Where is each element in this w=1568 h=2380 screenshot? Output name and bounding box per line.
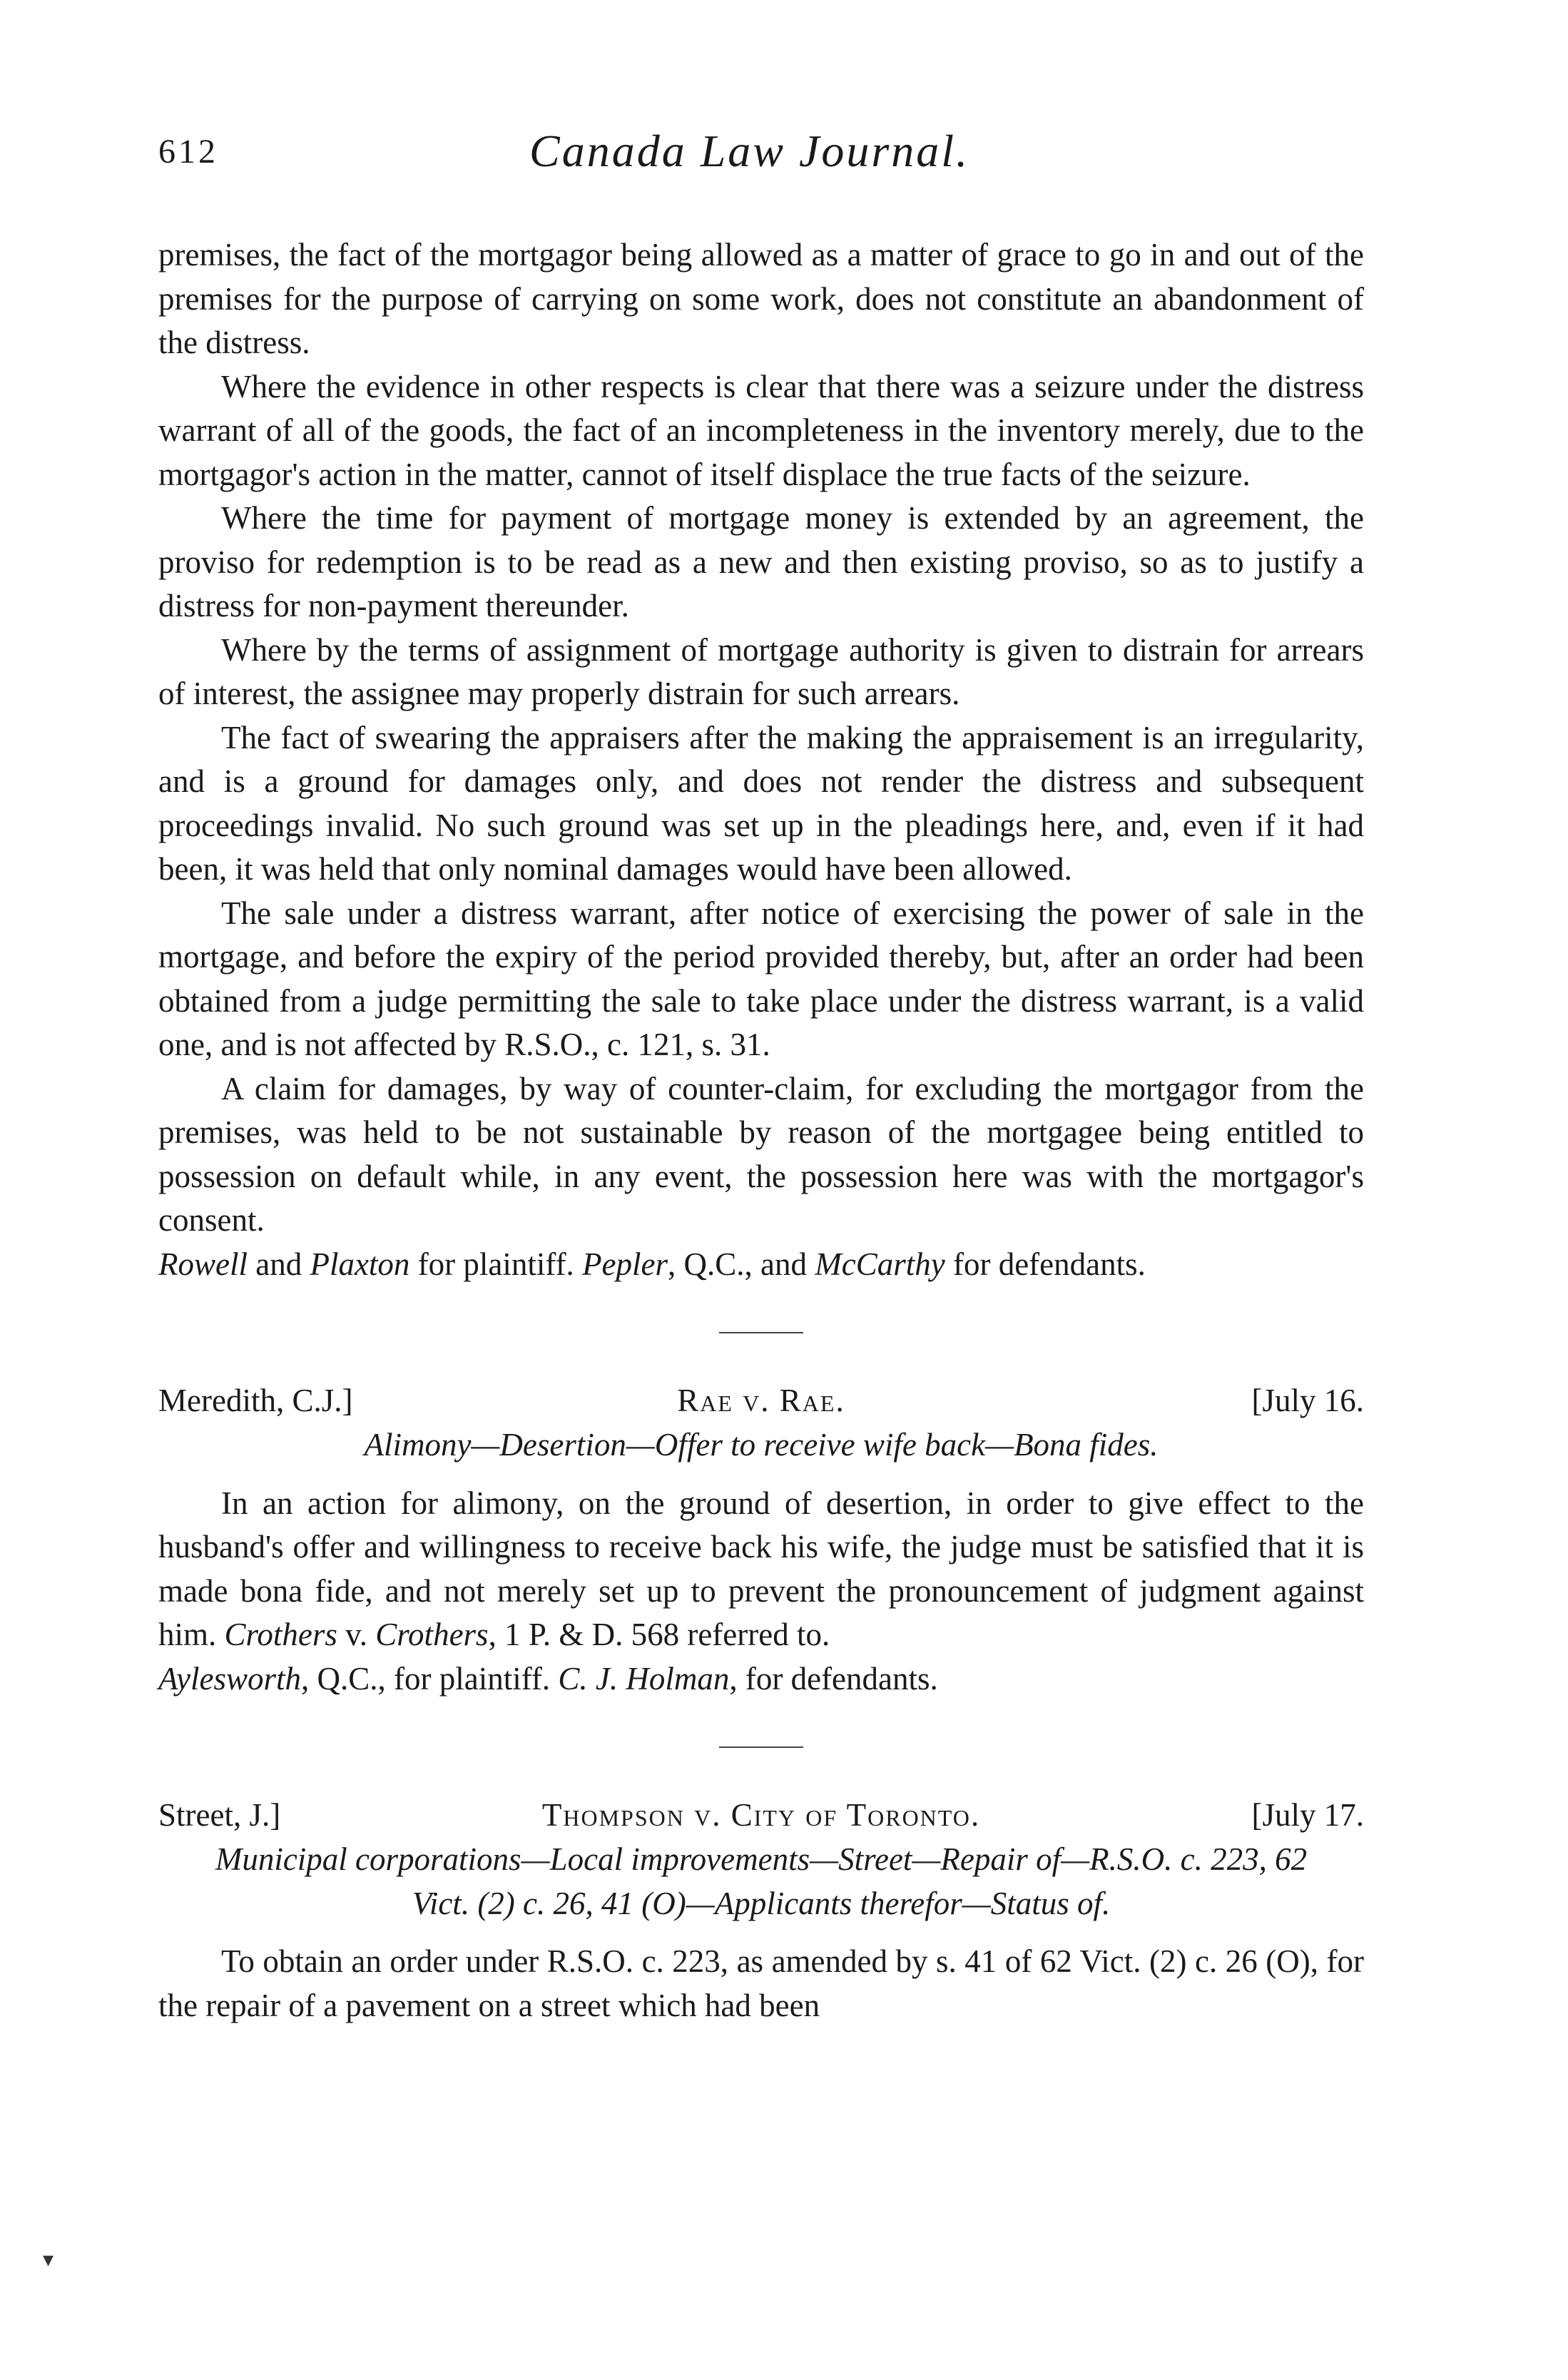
paragraph: Where the evidence in other respects is clear that there was a seizure under the distress warrant of all of the goods, the fact of an incompleteness in the inventory merely, due to the mortgagor's action in the matter, cannot of itself displace the true facts of the seizure. (158, 368, 1364, 492)
case-judge: Street, J.] (158, 1797, 281, 1833)
running-head (158, 125, 1364, 189)
paragraph: Where by the terms of assignment of mortgage authority is given to distrain for arrears of interest, the assignee may properly distrain for such arrears. (158, 631, 1364, 711)
case-catchwords: Alimony—Desertion—Offer to receive wife back—Bona fides. (364, 1427, 1159, 1463)
counsel-line: Aylesworth, Q.C., for plaintiff. C. J. Holman, for defendants. (158, 1660, 938, 1697)
paragraph: The sale under a distress warrant, after notice of exercising the power of sale in the mortgage, and before the expiry of the period provided thereby, but, after an order had been obtained from a judge permitting the sale to take place under the distress warrant, is a valid one, and is not affected by R.S.O., c. 121, s. 31. (158, 895, 1364, 1062)
case-citation: Crothers (375, 1617, 489, 1652)
page-number: 612 (158, 133, 218, 171)
section-divider (719, 1746, 803, 1748)
counsel-name: Plaxton (310, 1246, 410, 1282)
counsel-name: Rowell (158, 1246, 248, 1282)
paragraph: To obtain an order under R.S.O. c. 223, as amended by s. 41 of 62 Vict. (2) c. 26 (O), for the repair of a pavement on a street which had been (158, 1943, 1364, 2023)
case-catchwords: Municipal corporations—Local improvements—Street—Repair of—R.S.O. c. 223, 62 Vict. (2) c. 26, 41 (O)—Applicants therefor—Status of. (215, 1841, 1308, 1921)
paragraph: A claim for damages, by way of counter-claim, for excluding the mortgagor from the premises, was held to be not sustainable by reason of the mortgagee being entitled to possession on default while, in any event, the possession here was with the mortgagor's consent. (158, 1070, 1364, 1238)
case-date: [July 17. (1251, 1797, 1364, 1833)
counsel-name: Pepler (582, 1246, 668, 1282)
counsel-name: Aylesworth (158, 1660, 301, 1697)
paragraph: The fact of swearing the appraisers after the making the appraisement is an irregularity, and is a ground for damages only, and does not render the distress and subsequent proceedings invalid. No such ground was set up in the pleadings here, and, even if it had been, it was held that only nominal damages would have been allowed. (158, 719, 1364, 887)
case-judge: Meredith, C.J.] (158, 1383, 353, 1418)
journal-title: Canada Law Journal. (529, 126, 970, 176)
counsel-name: C. J. Holman (558, 1660, 730, 1697)
page-body (158, 233, 1364, 2028)
paragraph: Where the time for payment of mortgage money is extended by an agreement, the proviso for redemption is to be read as a new and then existing proviso, so as to justify a distress for non-payment thereunder. (158, 500, 1364, 624)
case-heading (158, 1379, 1364, 1423)
case-heading (158, 1794, 1364, 1838)
case-citation: Crothers (224, 1617, 337, 1652)
margin-mark: ▾ (43, 2248, 54, 2272)
counsel-name: McCarthy (815, 1246, 945, 1282)
paragraph: In an action for alimony, on the ground of desertion, in order to give effect to the husband's offer and willingness to receive back his wife, the judge must be satisfied that it is made bona fide, and not merely set up to prevent the pronouncement of judgment against him. Crothers v. Crothers, 1 P. & D. 568 referred to. (158, 1485, 1364, 1652)
section-divider (719, 1332, 803, 1333)
case-name: Thompson v. City of Toronto. (541, 1797, 981, 1833)
case-date: [July 16. (1251, 1383, 1364, 1418)
case-name: Rae v. Rae. (677, 1383, 845, 1418)
paragraph: premises, the fact of the mortgagor being allowed as a matter of grace to go in and out of the premises for the purpose of carrying on some work, does not constitute an abandonment of the distress. (158, 237, 1364, 360)
document-page (158, 125, 1364, 2028)
counsel-line: Rowell and Plaxton for plaintiff. Pepler, Q.C., and McCarthy for defendants. (158, 1246, 1146, 1282)
